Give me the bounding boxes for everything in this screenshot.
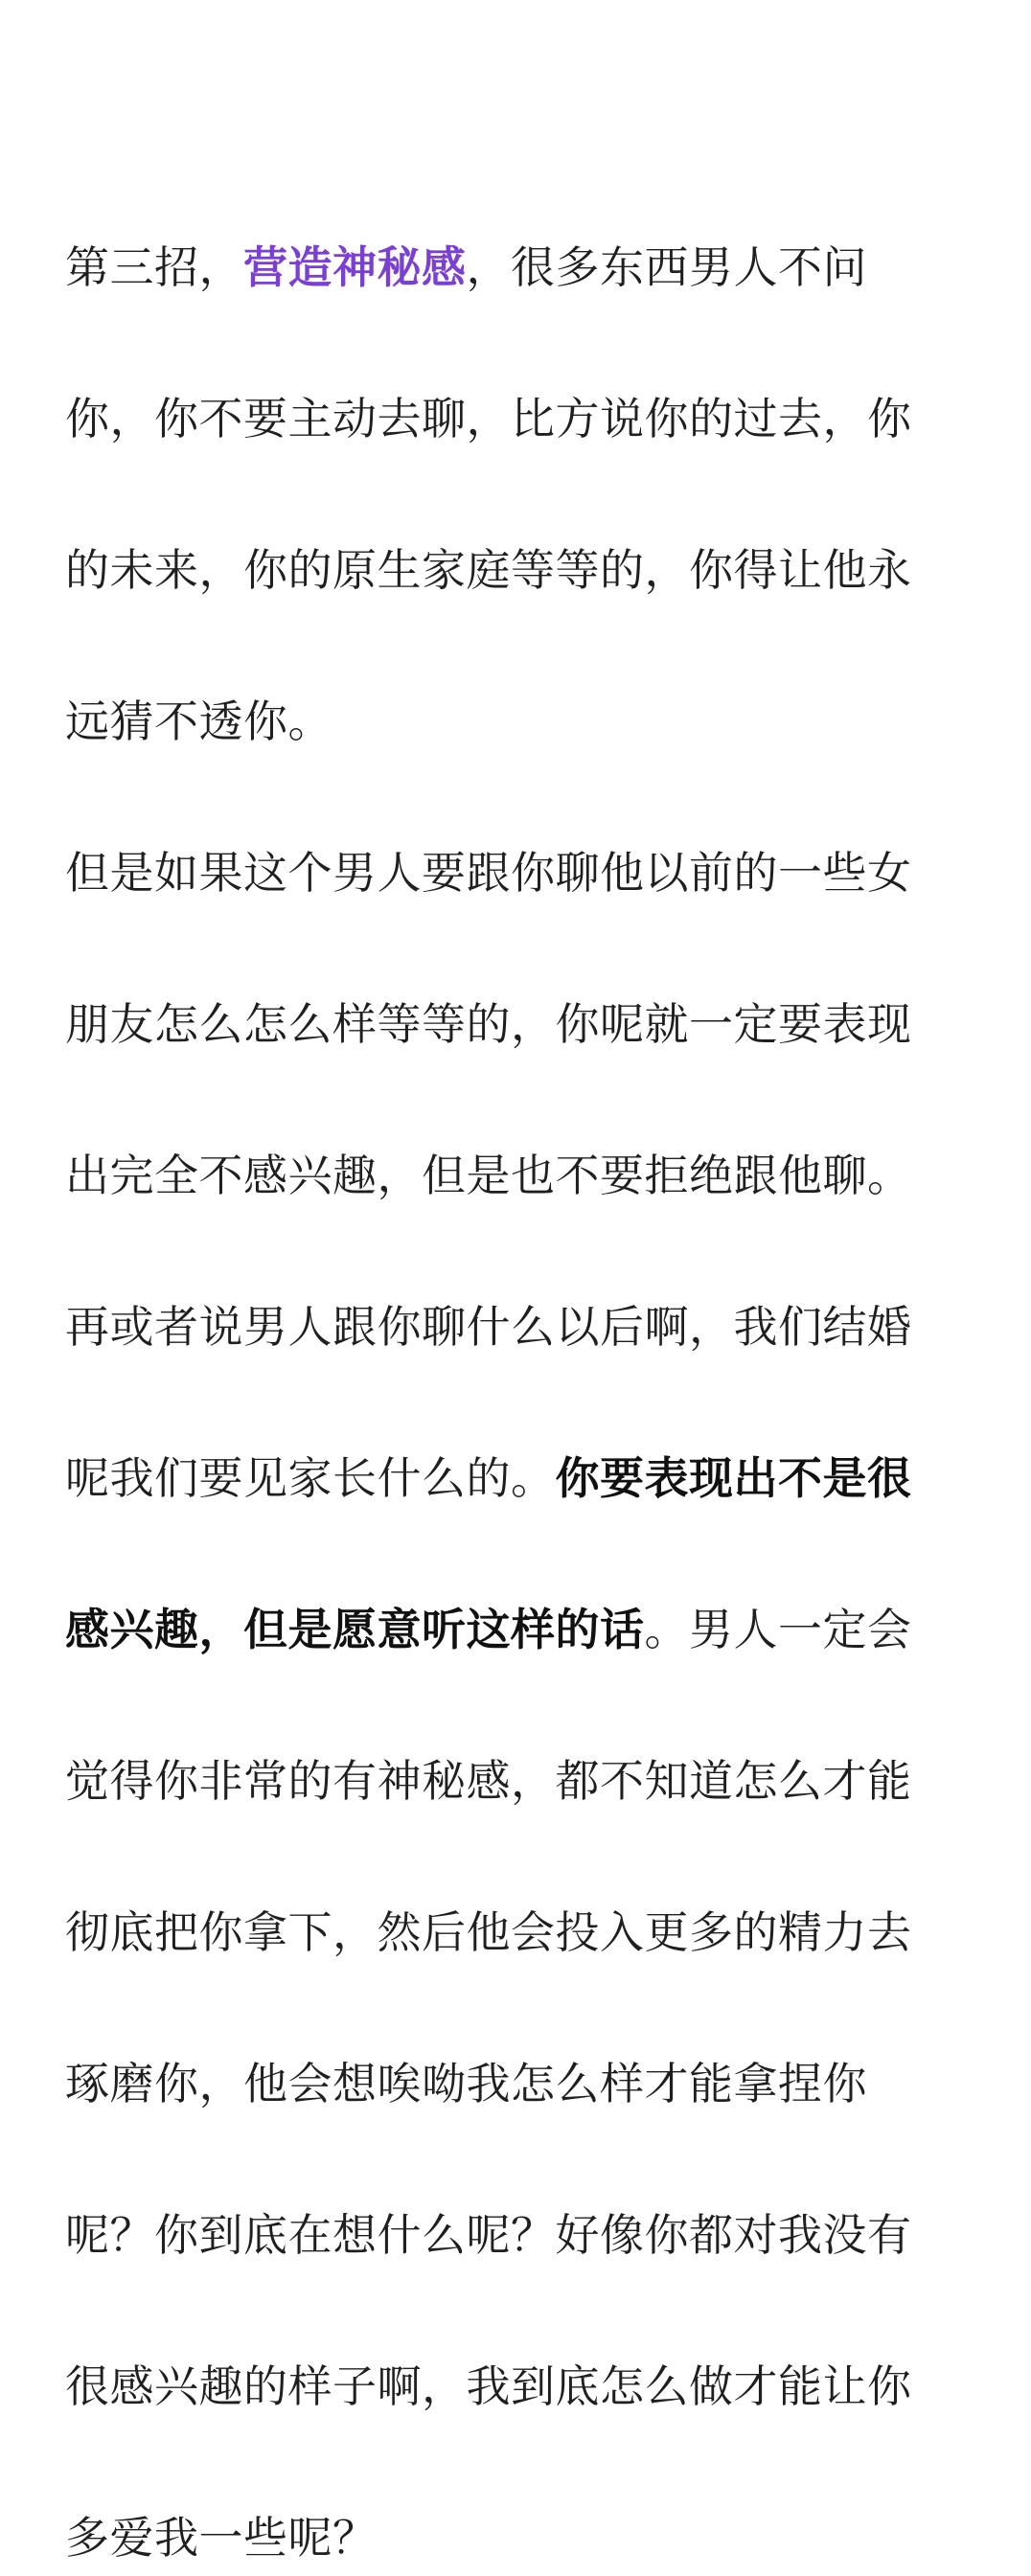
line: 远猜不透你。 <box>65 695 332 747</box>
line: 但是如果这个男人要跟你聊他以前的一些女 <box>65 847 912 899</box>
line: 出完全不感兴趣，但是也不要拒绝跟他聊。 <box>65 1150 912 1201</box>
text-run: 。男人一定会 <box>644 1604 912 1655</box>
line: 彻底把你拿下，然后他会投入更多的精力去 <box>65 1906 912 1958</box>
line: 多爱我一些呢？ <box>65 2512 378 2564</box>
text-run: ，很多东西男人不问 <box>466 241 867 293</box>
line <box>65 241 867 293</box>
text-run: 第三招， <box>65 241 243 293</box>
line: 很感兴趣的样子啊，我到底怎么做才能让你 <box>65 2360 912 2412</box>
article-body <box>65 154 928 2576</box>
paragraph-1 <box>65 154 928 760</box>
line <box>65 1452 912 1504</box>
line: 的未来，你的原生家庭等等的，你得让他永 <box>65 544 912 596</box>
bold-phrase: 感兴趣，但是愿意听这样的话 <box>65 1604 645 1655</box>
line: 呢？你到底在想什么呢？好像你都对我没有 <box>65 2209 912 2261</box>
line: 朋友怎么怎么样等等的，你呢就一定要表现 <box>65 998 912 1050</box>
paragraph-3 <box>65 1214 928 2576</box>
text-run: 呢我们要见家长什么的。 <box>65 1452 556 1504</box>
highlighted-phrase: 营造神秘感 <box>243 241 467 293</box>
line: 再或者说男人跟你聊什么以后啊，我们结婚 <box>65 1301 912 1353</box>
line: 你，你不要主动去聊，比方说你的过去，你 <box>65 393 912 445</box>
line <box>65 1604 912 1655</box>
bold-phrase: 你要表现出不是很 <box>555 1452 912 1504</box>
line: 琢磨你，他会想唉呦我怎么样才能拿捏你 <box>65 2058 867 2109</box>
paragraph-2 <box>65 760 928 1214</box>
line: 觉得你非常的有神秘感，都不知道怎么才能 <box>65 1755 912 1807</box>
